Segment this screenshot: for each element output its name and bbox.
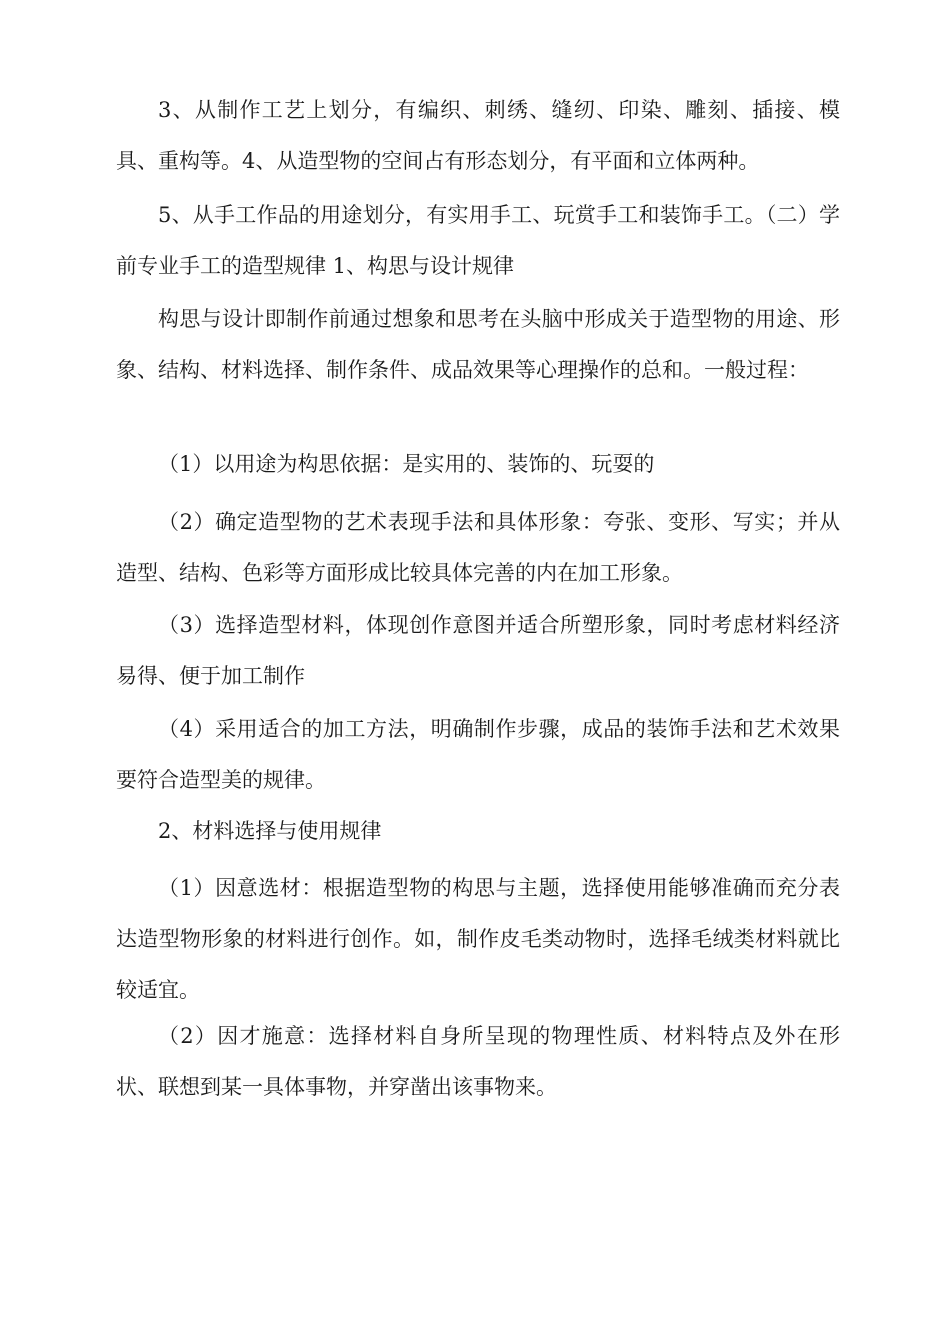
paragraph-design-definition: 构思与设计即制作前通过想象和思考在头脑中形成关于造型物的用途、形象、结构、材料选择、制作条件、成品效果等心理操作的总和。一般过程： xyxy=(116,307,840,382)
paragraph-step-2: （2）确定造型物的艺术表现手法和具体形象：夸张、变形、写实；并从造型、结构、色彩等方面形成比较具体完善的内在加工形象。 xyxy=(116,510,840,585)
section-heading-materials: 2、材料选择与使用规律 xyxy=(158,819,382,843)
paragraph-step-1: （1）以用途为构思依据：是实用的、装饰的、玩耍的 xyxy=(158,452,655,476)
paragraph-material-rule-2: （2）因才施意：选择材料自身所呈现的物理性质、材料特点及外在形状、联想到某一具体事物，并穿凿出该事物来。 xyxy=(116,1024,840,1099)
paragraph-material-rule-1: （1）因意选材：根据造型物的构思与主题，选择使用能够准确而充分表达造型物形象的材料进行创作。如，制作皮毛类动物时，选择毛绒类材料就比较适宜。 xyxy=(116,876,840,1002)
paragraph-step-4: （4）采用适合的加工方法，明确制作步骤，成品的装饰手法和艺术效果要符合造型美的规律。 xyxy=(116,717,840,792)
paragraph-craft-techniques: 3、从制作工艺上划分，有编织、刺绣、缝纫、印染、雕刻、插接、模具、重构等。4、从造型物的空间占有形态划分，有平面和立体两种。 xyxy=(116,98,840,173)
paragraph-usage-classification: 5、从手工作品的用途划分，有实用手工、玩赏手工和装饰手工。（二）学前专业手工的造型规律 1、构思与设计规律 xyxy=(116,203,840,278)
paragraph-step-3: （3）选择造型材料，体现创作意图并适合所塑形象，同时考虑材料经济易得、便于加工制作 xyxy=(116,613,840,688)
